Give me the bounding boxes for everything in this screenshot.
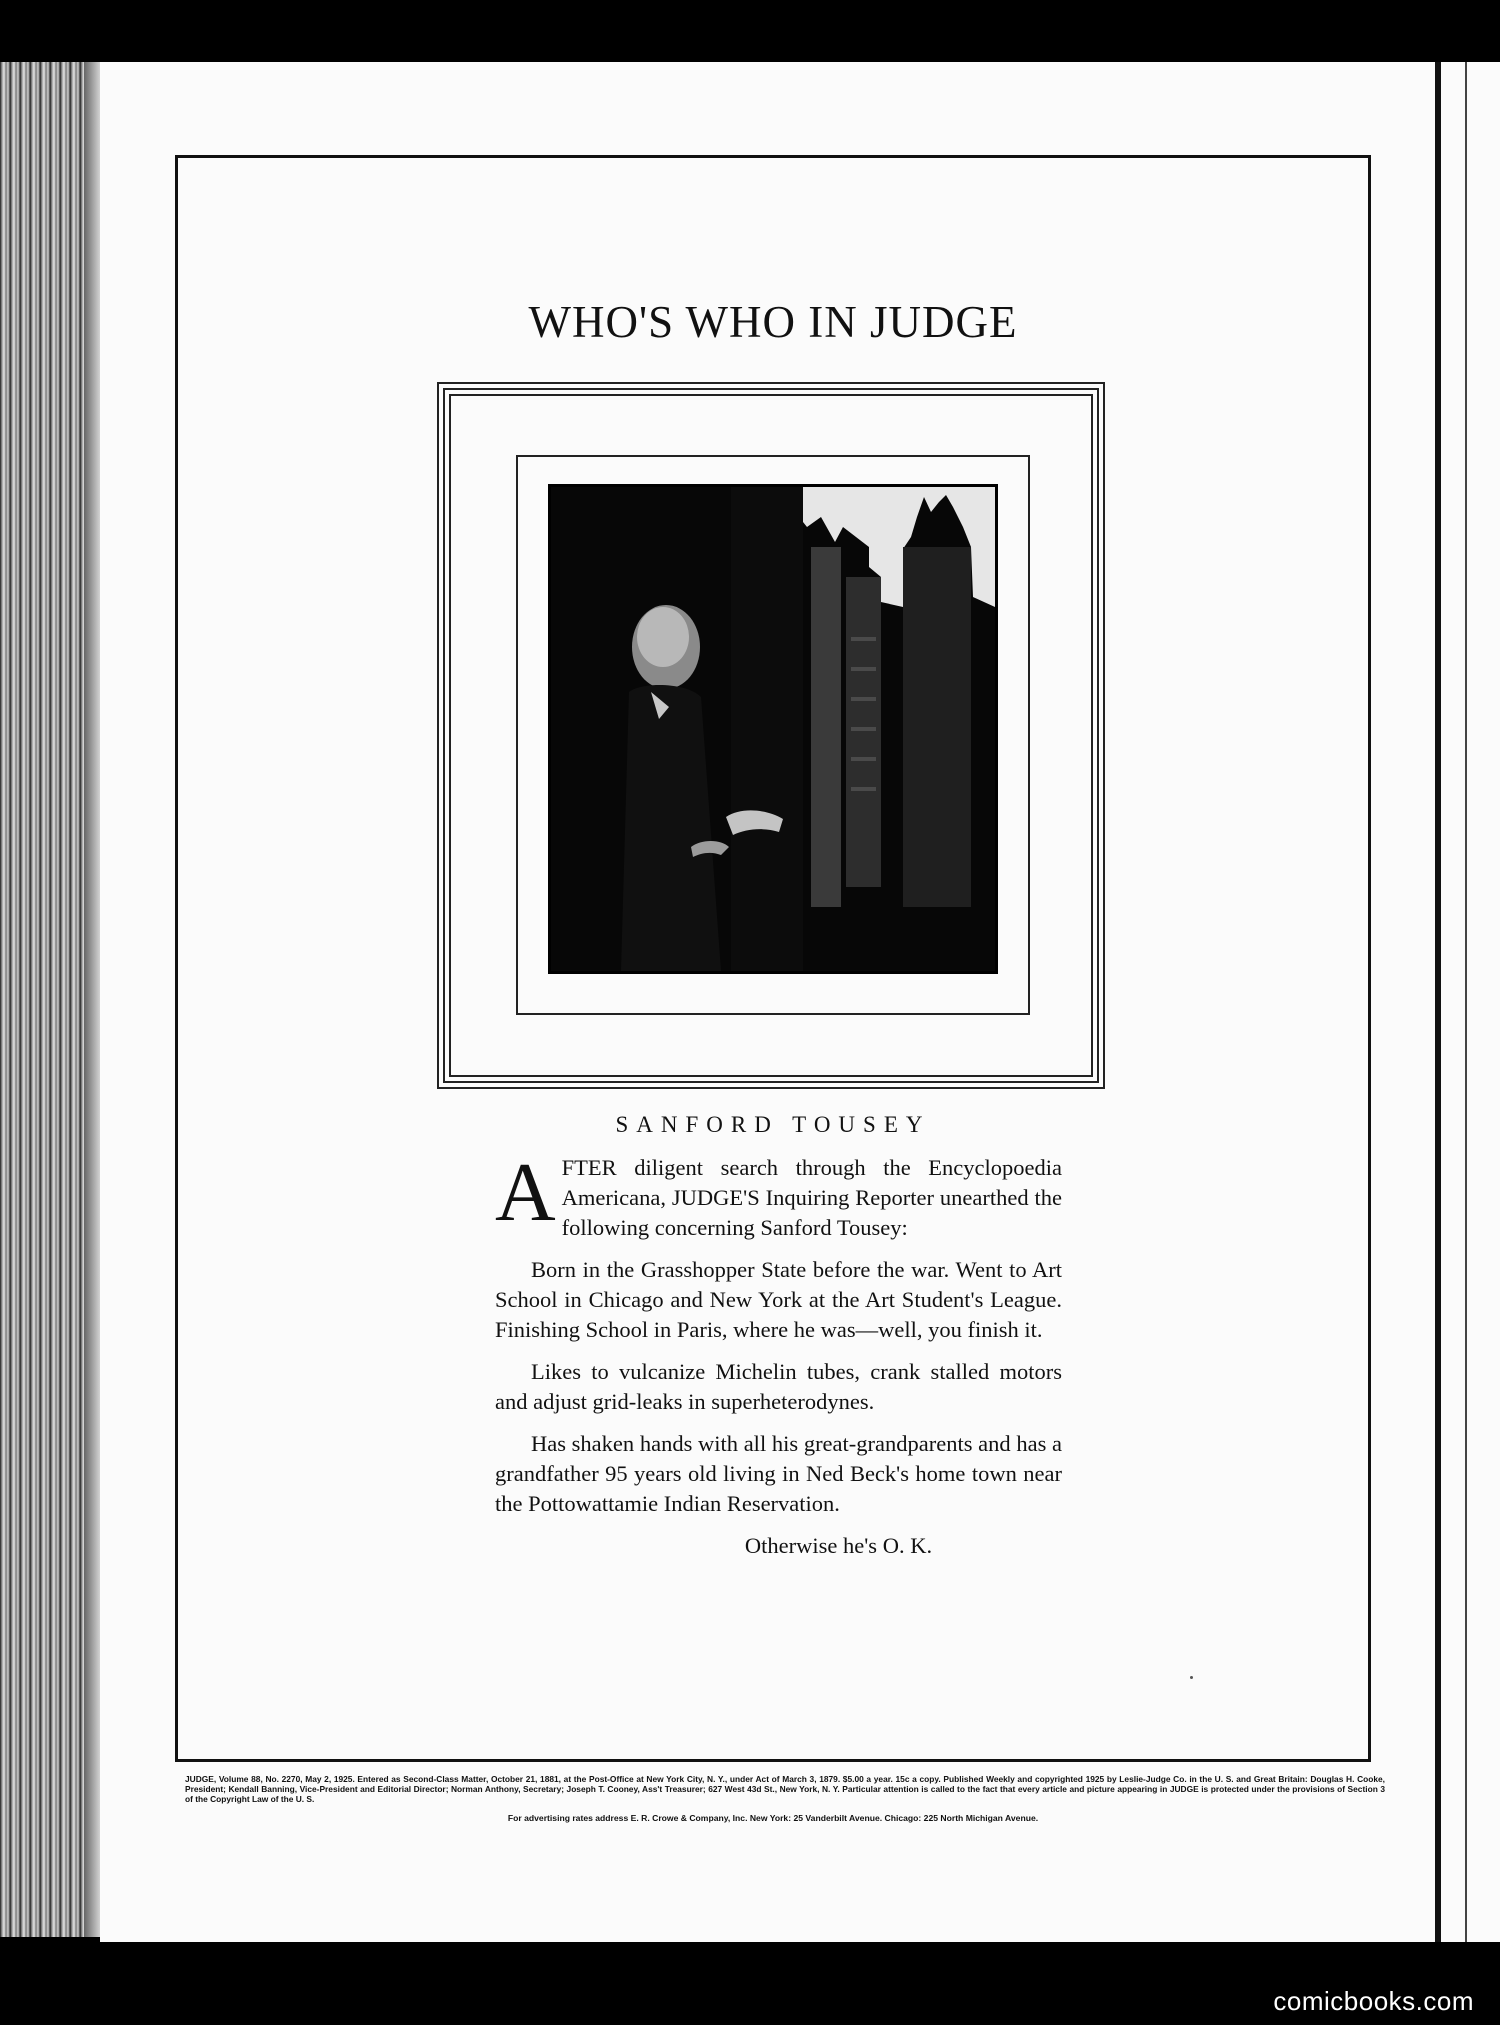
portrait-photo <box>548 484 998 974</box>
article-paragraph: Born in the Grasshopper State before the war. Went to Art School in Chicago and New York at the Art Student's League. Finishing School in Paris, where he was—well, you finish it. <box>495 1257 1062 1342</box>
right-page-edge <box>1435 62 1500 1942</box>
article-signoff: Otherwise he's O. K. <box>744 1533 933 1558</box>
article-paragraph: Has shaken hands with all his great-grandparents and has a grandfather 95 years old living in Ned Beck's home town near the Pottowattamie Indian Reservation. <box>495 1431 1062 1516</box>
site-watermark: comicbooks.com <box>1273 1986 1474 2016</box>
article-paragraph: Likes to vulcanize Michelin tubes, crank stalled motors and adjust grid-leaks in superheterodynes. <box>495 1359 1062 1414</box>
article-paragraph-intro: AFTER diligent search through the Encyclopoedia Americana, JUDGE'S Inquiring Reporter unearthed the following concerning Sanford Tousey: <box>495 1146 1062 1240</box>
article-body <box>495 1146 1062 1573</box>
page-title: WHO'S WHO IN JUDGE <box>528 297 1018 347</box>
subject-name: SANFORD TOUSEY <box>615 1112 931 1137</box>
publication-legal-notice: JUDGE, Volume 88, No. 2270, May 2, 1925. Entered as Second-Class Matter, October 21, 1881, at the Post-Office at New York City, N. Y., under Act of March 3, 1879. $5.00 a year. 15c a copy. Published Weekly and copyrighted 1925 by Leslie-Judge Co. in the U. S. and Great Britain: Douglas H. Cooke, President; Kendall Banning, Vice-President and Editorial Director; Norman Anthony, Secretary; Joseph T. Cooney, Ass't Treasurer; 627 West 43d St., New York, N. Y. Particular attention is called to the fact that every article and picture appearing in JUDGE is protected under the provisions of Section 3 of the Copyright Law of the U. S. <box>185 1774 1385 1804</box>
advertising-notice: For advertising rates address E. R. Crowe & Company, Inc. New York: 25 Vanderbilt Avenue. Chicago: 225 North Michigan Avenue. <box>507 1813 1039 1823</box>
drop-cap: A <box>495 1146 556 1239</box>
